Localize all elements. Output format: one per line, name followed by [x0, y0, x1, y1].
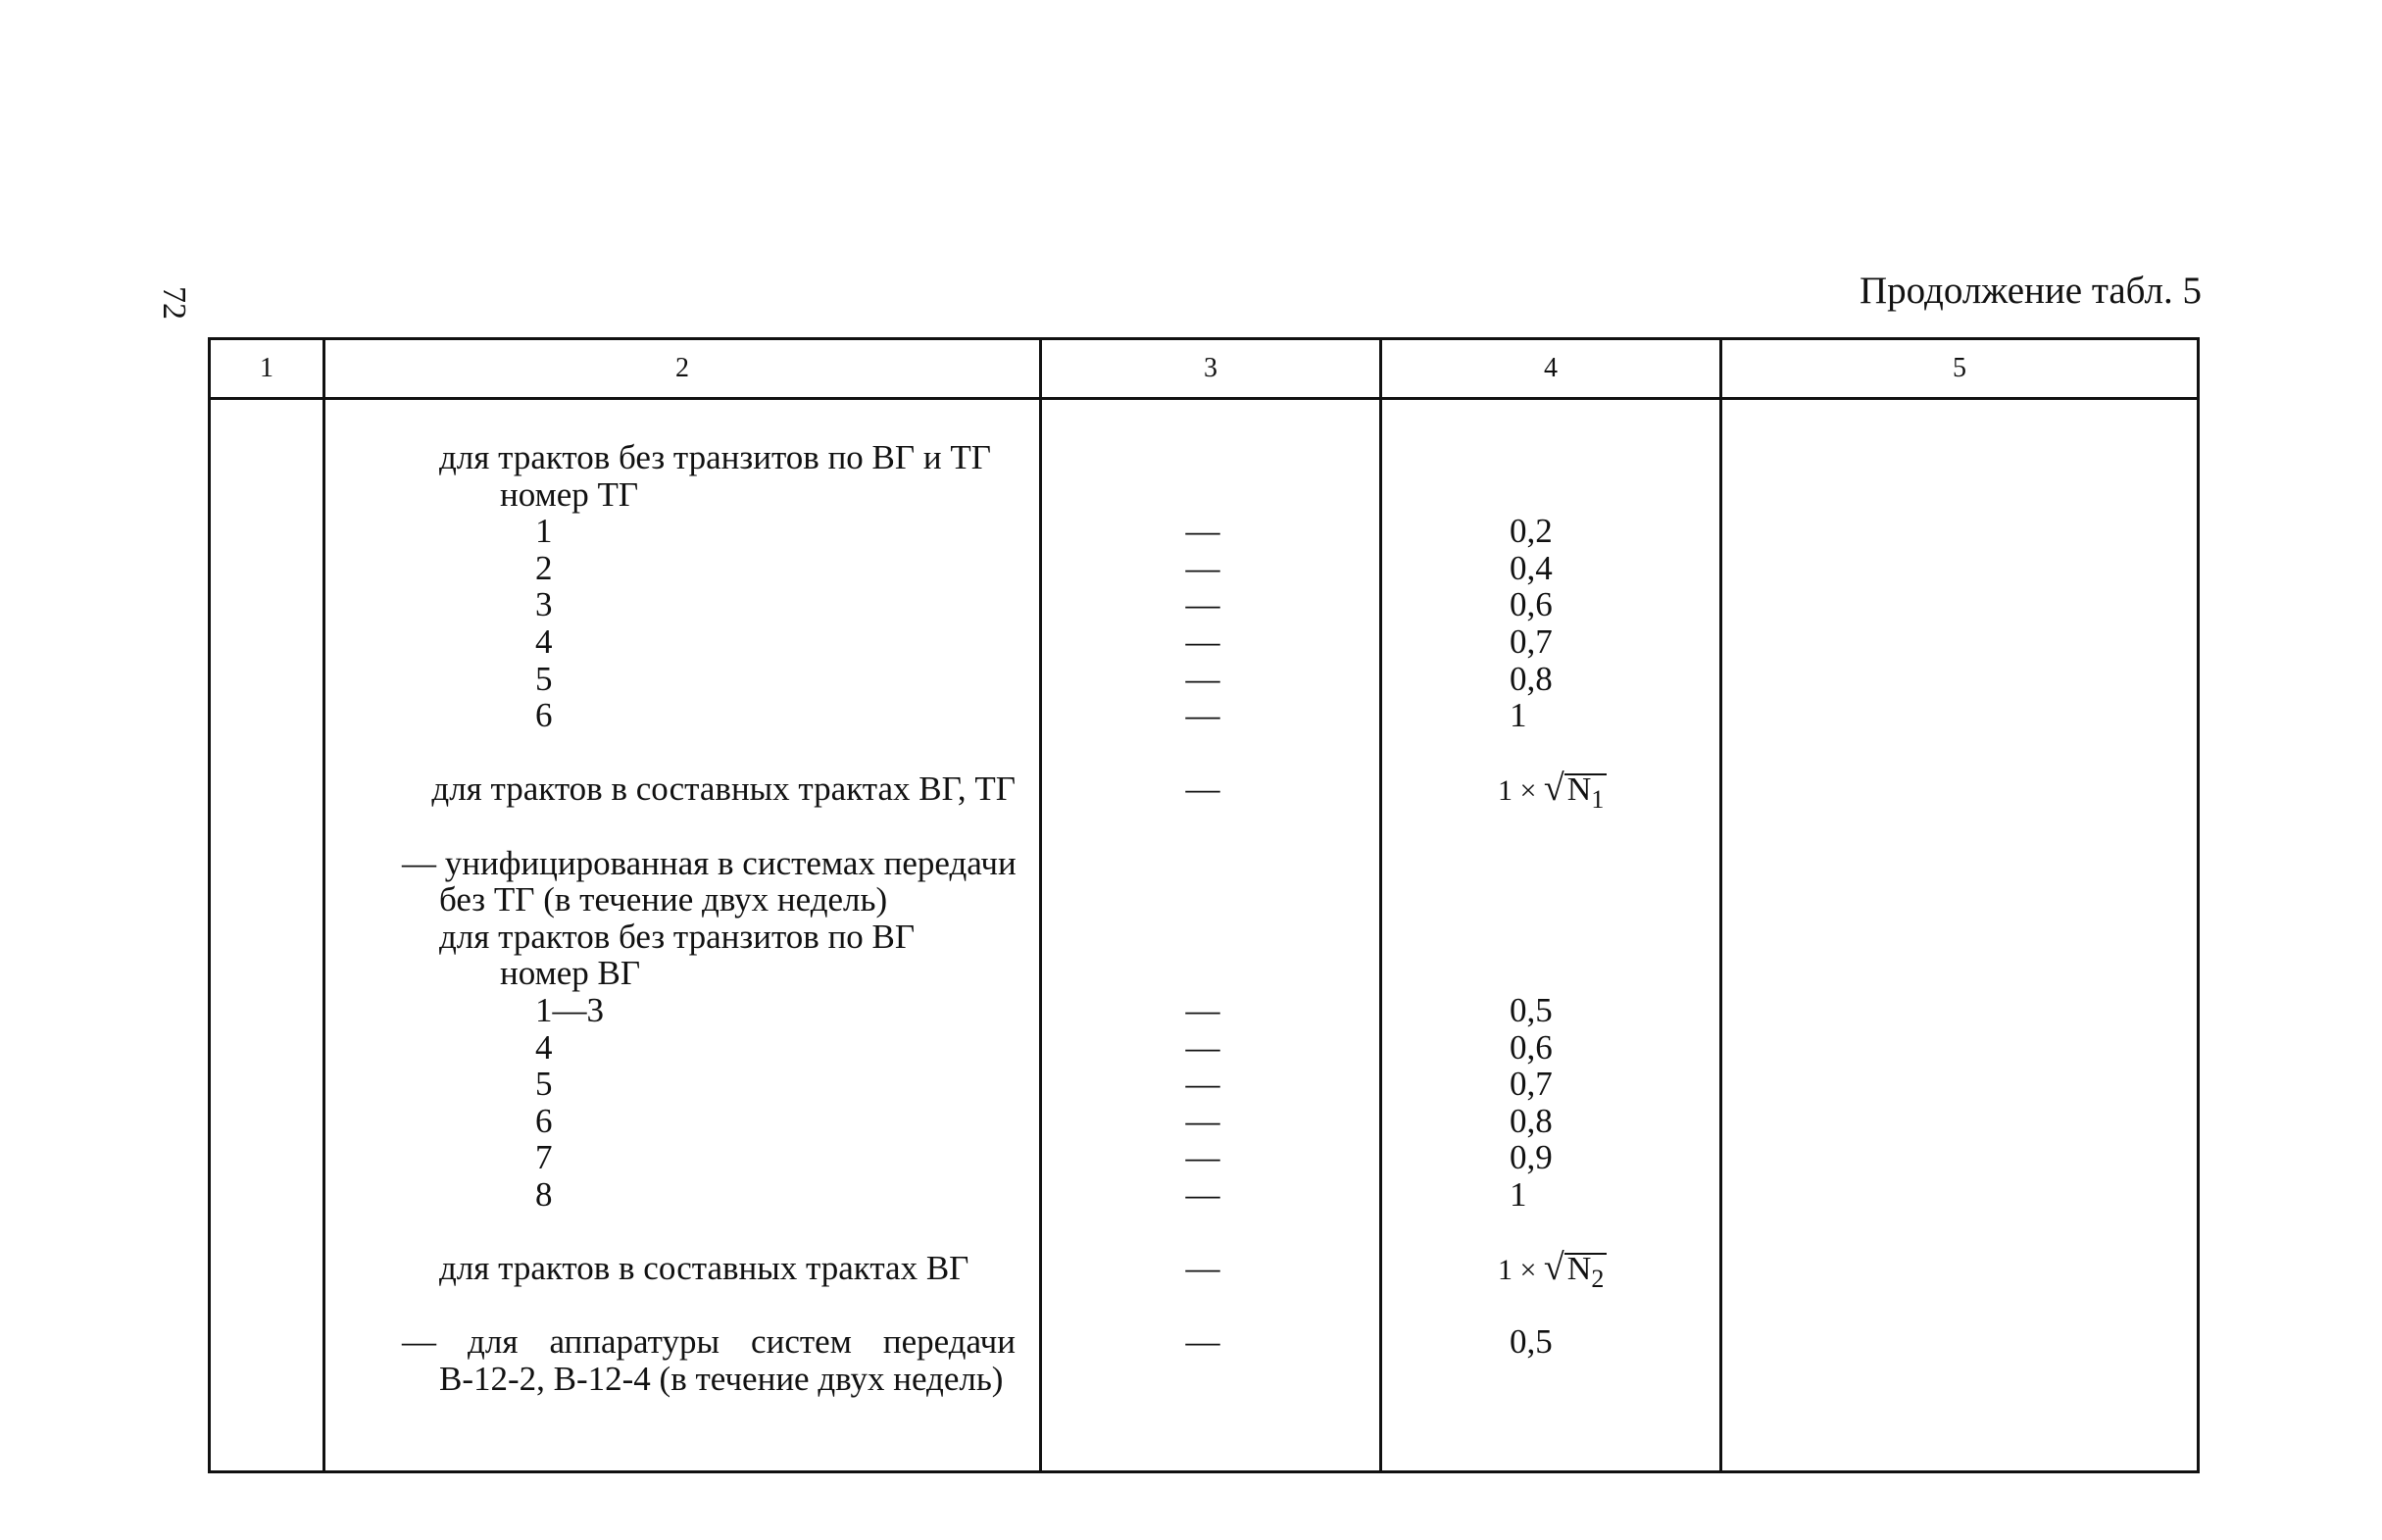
blank-line — [325, 1287, 1039, 1324]
radicand-variable: N — [1566, 1251, 1592, 1288]
dash-mark: — — [1185, 621, 1220, 661]
dash-mark: — — [1185, 1174, 1220, 1214]
description-line: 5 — [535, 659, 553, 698]
numeric-value: 0,6 — [1510, 1027, 1553, 1067]
page-number: 72 — [156, 286, 192, 320]
description-line: 8 — [535, 1174, 553, 1214]
dash-mark: — — [1185, 585, 1220, 624]
radicand-subscript: 2 — [1591, 1264, 1605, 1293]
blank-line — [1382, 1213, 1719, 1250]
blank-line — [325, 1213, 1039, 1250]
square-root — [1543, 1247, 1607, 1294]
dash-mark: — — [1185, 1065, 1220, 1104]
blank-line — [1042, 955, 1379, 992]
cell-col-5 — [1721, 399, 2199, 1472]
cell-col-4-values — [1381, 399, 1721, 1472]
radicand-subscript: 1 — [1591, 785, 1605, 815]
radical-sign-icon: √ — [1543, 1247, 1564, 1289]
numeric-value: 0,7 — [1510, 1065, 1553, 1104]
header-col-5: 5 — [1721, 339, 2199, 399]
radicand — [1564, 1253, 1608, 1294]
description-line: 6 — [535, 696, 553, 735]
dash-mark: — — [1185, 1027, 1220, 1067]
blank-line — [325, 734, 1039, 771]
description-line: 4 — [535, 621, 553, 661]
blank-line — [1042, 845, 1379, 882]
blank-line — [1042, 1361, 1379, 1398]
header-col-3: 3 — [1041, 339, 1381, 399]
data-table — [208, 337, 2200, 1473]
description-line: для трактов в составных трактах ВГ — [439, 1249, 969, 1288]
formula-coefficient: 1 — [1498, 774, 1513, 808]
cell-col-3-marks — [1041, 399, 1381, 1472]
numeric-value: 0,6 — [1510, 585, 1553, 624]
blank-line — [325, 808, 1039, 845]
description-line: В-12-2, В-12-4 (в течение двух недель) — [439, 1359, 1004, 1398]
square-root — [1544, 770, 1607, 815]
blank-line — [1382, 955, 1719, 992]
description-line: 1 — [535, 512, 553, 551]
table-header-row — [210, 339, 2199, 399]
formula-operator: × — [1513, 774, 1544, 808]
description-line: 1—3 — [535, 990, 604, 1029]
blank-line — [1382, 476, 1719, 514]
blank-line — [1382, 919, 1719, 956]
dash-mark: — — [1185, 1249, 1220, 1288]
table-continuation-label: Продолжение табл. 5 — [1859, 270, 2202, 312]
blank-line — [1042, 734, 1379, 771]
formula-value — [1382, 768, 1719, 815]
description-line: — для аппаратуры систем передачи — [402, 1322, 1016, 1362]
blank-line — [1042, 476, 1379, 514]
blank-line — [1042, 808, 1379, 845]
blank-line — [1042, 919, 1379, 956]
cell-col-2-description — [324, 399, 1041, 1472]
numeric-value: 0,7 — [1510, 621, 1553, 661]
description-line: для трактов без транзитов по ВГ и ТГ — [439, 438, 991, 476]
numeric-value: 0,8 — [1510, 659, 1553, 698]
blank-line — [1382, 1361, 1719, 1398]
description-line: 6 — [535, 1101, 553, 1140]
numeric-value: 1 — [1510, 696, 1527, 735]
dash-mark: — — [1185, 1101, 1220, 1140]
header-col-4: 4 — [1381, 339, 1721, 399]
description-line: номер ВГ — [500, 954, 641, 993]
radical-sign-icon: √ — [1543, 768, 1564, 810]
header-col-2: 2 — [324, 339, 1041, 399]
formula-coefficient: 1 — [1498, 1254, 1513, 1287]
description-line: номер ТГ — [500, 474, 639, 514]
blank-line — [1382, 439, 1719, 476]
dash-mark: — — [1185, 512, 1220, 551]
numeric-value: 0,9 — [1510, 1138, 1553, 1177]
blank-line — [1042, 1287, 1379, 1324]
table-row — [210, 399, 2199, 1472]
numeric-value: 0,4 — [1510, 548, 1553, 587]
blank-line — [1042, 1213, 1379, 1250]
description-line: — унифицированная в системах передачи — [402, 843, 1017, 882]
numeric-value: 0,2 — [1510, 512, 1553, 551]
description-line: 2 — [535, 548, 553, 587]
numeric-value: 0,5 — [1510, 990, 1553, 1029]
numeric-value: 0,5 — [1510, 1322, 1553, 1362]
description-line: 3 — [535, 585, 553, 624]
description-line: для трактов в составных трактах ВГ, ТГ — [431, 770, 1016, 809]
dash-mark: — — [1185, 990, 1220, 1029]
cell-col-1 — [210, 399, 324, 1472]
description-line: без ТГ (в течение двух недель) — [439, 880, 888, 919]
description-line: 7 — [535, 1138, 553, 1177]
description-line: 5 — [535, 1065, 553, 1104]
formula-operator: × — [1513, 1254, 1544, 1287]
dash-mark: — — [1185, 659, 1220, 698]
dash-mark: — — [1185, 696, 1220, 735]
dash-mark: — — [1185, 1138, 1220, 1177]
description-line: 4 — [535, 1027, 553, 1067]
blank-line — [1382, 881, 1719, 919]
numeric-value: 0,8 — [1510, 1101, 1553, 1140]
numeric-value: 1 — [1510, 1174, 1527, 1214]
blank-line — [1382, 734, 1719, 771]
description-line: для трактов без транзитов по ВГ — [439, 917, 916, 956]
dash-mark: — — [1185, 548, 1220, 587]
radicand-variable: N — [1566, 771, 1592, 809]
formula-value — [1382, 1247, 1719, 1293]
header-col-1: 1 — [210, 339, 324, 399]
radicand — [1564, 773, 1608, 815]
blank-line — [1042, 439, 1379, 476]
blank-line — [1382, 845, 1719, 882]
dash-mark: — — [1185, 1322, 1220, 1362]
blank-line — [1042, 881, 1379, 919]
dash-mark: — — [1185, 770, 1220, 809]
